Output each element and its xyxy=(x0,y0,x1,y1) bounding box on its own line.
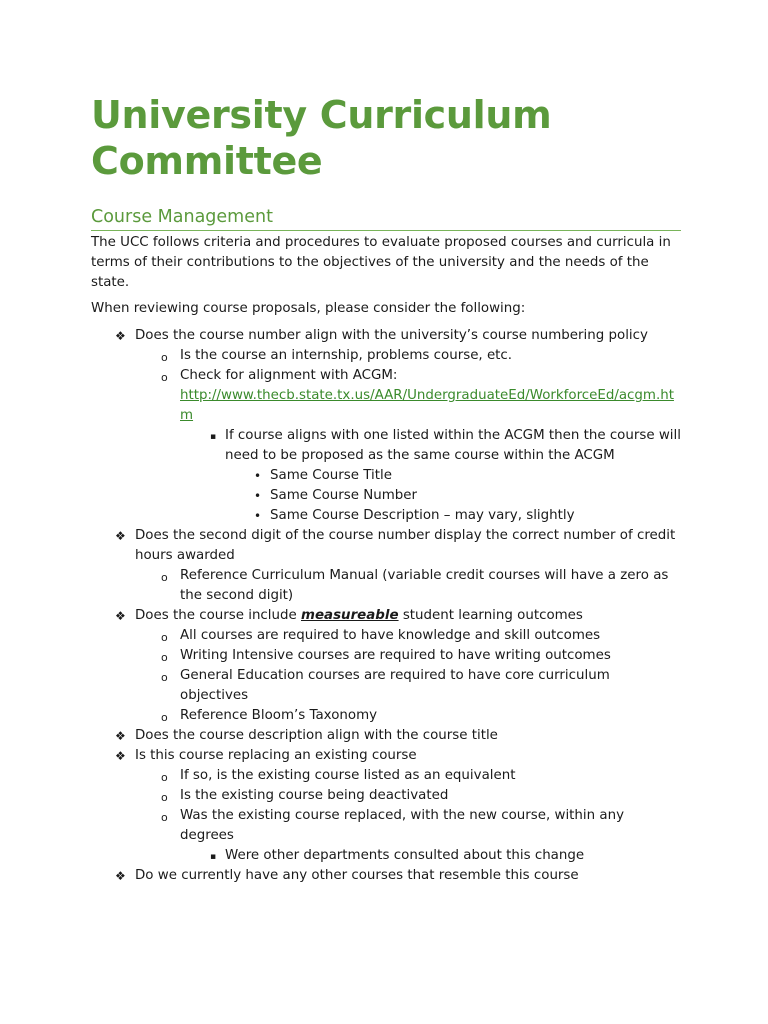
list-item-text: Reference Curriculum Manual (variable credit courses will have a zero as the second digit) xyxy=(180,568,669,603)
list-item xyxy=(135,366,681,526)
diamond-bullet-icon: ❖ xyxy=(115,729,126,743)
list-item-text: Same Course Number xyxy=(270,488,418,503)
list-item xyxy=(135,766,681,786)
sub-list xyxy=(180,846,681,866)
diamond-bullet-icon: ❖ xyxy=(115,609,126,623)
list-item xyxy=(135,806,681,866)
circle-bullet-icon: o xyxy=(161,711,168,724)
sub-list xyxy=(135,766,681,866)
list-item xyxy=(135,346,681,366)
list-item-text: Do we currently have any other courses that resemble this course xyxy=(135,868,579,883)
square-bullet-icon: ▪ xyxy=(210,432,217,442)
circle-bullet-icon: o xyxy=(161,651,168,664)
dot-bullet-icon: • xyxy=(254,509,262,523)
list-item xyxy=(91,606,681,726)
list-item-text: General Education courses are required to have core curriculum objectives xyxy=(180,668,610,703)
list-item xyxy=(135,666,681,706)
section-heading: Course Management xyxy=(91,206,681,231)
circle-bullet-icon: o xyxy=(161,351,168,364)
list-item xyxy=(180,846,681,866)
diamond-bullet-icon: ❖ xyxy=(115,329,126,343)
dot-bullet-icon: • xyxy=(254,469,262,483)
diamond-bullet-icon: ❖ xyxy=(115,529,126,543)
circle-bullet-icon: o xyxy=(161,811,168,824)
list-item-text: If so, is the existing course listed as an equivalent xyxy=(180,768,516,783)
list-item-text: Does the course description align with the course title xyxy=(135,728,498,743)
list-item-text-before: Does the course include xyxy=(135,608,301,623)
page-title xyxy=(91,92,681,184)
sub-list xyxy=(135,566,681,606)
list-item-text: Same Course Title xyxy=(270,468,392,483)
list-item xyxy=(135,786,681,806)
list-item-text: Was the existing course replaced, with the new course, within any degrees xyxy=(180,808,624,843)
list-item-text-after: student learning outcomes xyxy=(398,608,583,623)
sub-list xyxy=(135,346,681,526)
list-item xyxy=(225,486,681,506)
list-item xyxy=(180,426,681,526)
lead-paragraph: When reviewing course proposals, please consider the following: xyxy=(91,301,526,316)
list-item-text: Were other departments consulted about this change xyxy=(225,848,585,863)
sub-list xyxy=(225,466,681,526)
circle-bullet-icon: o xyxy=(161,371,168,384)
acgm-link[interactable]: http://www.thecb.state.tx.us/AAR/UndergraduateEd/WorkforceEd/acgm.htm xyxy=(180,388,674,423)
list-item xyxy=(135,646,681,666)
list-item-text: If course aligns with one listed within the ACGM then the course will need to be proposed as the same course within the ACGM xyxy=(225,428,681,463)
list-item xyxy=(91,726,681,746)
list-item xyxy=(225,506,681,526)
circle-bullet-icon: o xyxy=(161,791,168,804)
list-item xyxy=(135,566,681,606)
emphasized-word: measureable xyxy=(301,608,399,623)
criteria-list xyxy=(91,326,681,886)
list-item xyxy=(135,706,681,726)
list-item-text: All courses are required to have knowledge and skill outcomes xyxy=(180,628,601,643)
title-line-2: Committee xyxy=(91,139,323,183)
intro-paragraph: The UCC follows criteria and procedures to evaluate proposed courses and curricula in terms of their contributions to the objectives of the university and the needs of the state. xyxy=(91,235,671,290)
diamond-bullet-icon: ❖ xyxy=(115,749,126,763)
diamond-bullet-icon: ❖ xyxy=(115,869,126,883)
list-item-text: Writing Intensive courses are required to have writing outcomes xyxy=(180,648,611,663)
list-item xyxy=(91,866,681,886)
list-item xyxy=(225,466,681,486)
list-item-text: Reference Bloom’s Taxonomy xyxy=(180,708,378,723)
list-item-text: Is the course an internship, problems course, etc. xyxy=(180,348,513,363)
circle-bullet-icon: o xyxy=(161,771,168,784)
list-item-text: Is the existing course being deactivated xyxy=(180,788,449,803)
list-item xyxy=(91,526,681,606)
square-bullet-icon: ▪ xyxy=(210,852,217,862)
title-line-1: University Curriculum xyxy=(91,93,552,137)
list-item xyxy=(135,626,681,646)
list-item-text: Check for alignment with ACGM: xyxy=(180,368,398,383)
sub-list xyxy=(180,426,681,526)
list-item xyxy=(91,746,681,866)
list-item-text: Same Course Description – may vary, slightly xyxy=(270,508,575,523)
list-item-text: Does the course number align with the university’s course numbering policy xyxy=(135,328,648,343)
circle-bullet-icon: o xyxy=(161,631,168,644)
circle-bullet-icon: o xyxy=(161,571,168,584)
list-item xyxy=(91,326,681,526)
list-item-text: Is this course replacing an existing course xyxy=(135,748,417,763)
dot-bullet-icon: • xyxy=(254,489,262,503)
circle-bullet-icon: o xyxy=(161,671,168,684)
list-item-text: Does the second digit of the course number display the correct number of credit hours awarded xyxy=(135,528,676,563)
document-page xyxy=(91,92,681,886)
sub-list xyxy=(135,626,681,726)
